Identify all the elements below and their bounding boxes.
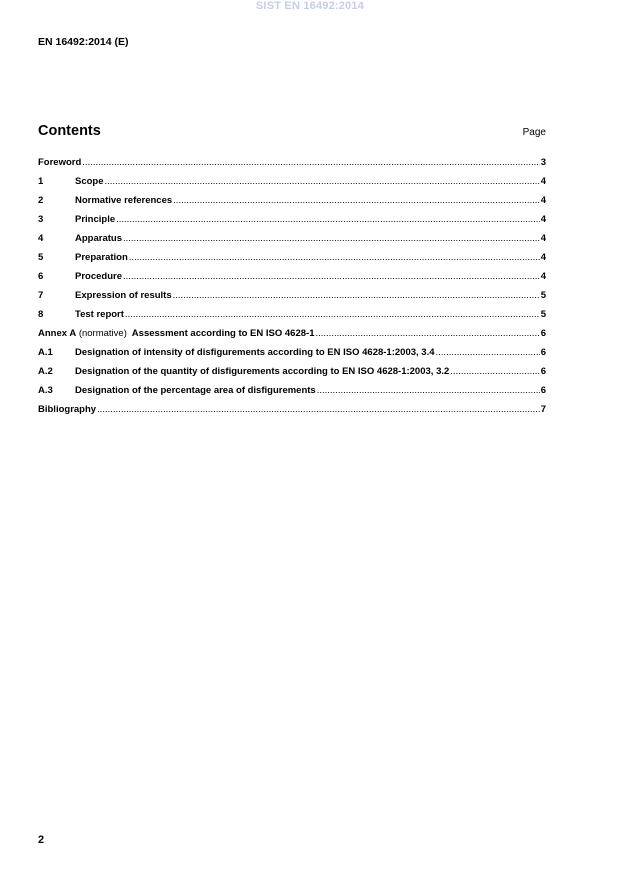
toc-entry-title-text: Preparation xyxy=(75,252,128,263)
toc-entry-title-text: Procedure xyxy=(75,271,122,282)
toc-entry-number: 3 xyxy=(38,214,44,225)
toc-entry-page: 3 xyxy=(540,157,546,168)
toc-entry[interactable] xyxy=(38,328,546,347)
toc-entry-title xyxy=(75,271,122,283)
toc-entry-page: 5 xyxy=(540,309,546,320)
toc-entry-title xyxy=(75,290,172,302)
toc-entry-page: 6 xyxy=(540,385,546,396)
toc-dot-leader xyxy=(123,233,540,245)
toc-entry[interactable] xyxy=(38,252,546,271)
toc-entry-page: 5 xyxy=(540,290,546,301)
toc-dot-leader xyxy=(450,366,539,378)
toc-entry-number: A.2 xyxy=(38,366,53,377)
toc-entry[interactable] xyxy=(38,404,546,423)
toc-entry-title xyxy=(38,157,81,169)
toc-entry-title xyxy=(38,328,314,340)
toc-dot-leader xyxy=(125,309,540,321)
toc-entry-page: 4 xyxy=(540,195,546,206)
toc-entry-number: 1 xyxy=(38,176,44,187)
toc-entry-page: 6 xyxy=(540,347,546,358)
toc-entry-title-text: Normative references xyxy=(75,195,173,206)
toc-entry-page: 6 xyxy=(540,366,546,377)
toc-entry-number: A.3 xyxy=(38,385,53,396)
toc-entry-title-text: Designation of the percentage area of disfigurements xyxy=(75,385,316,396)
toc-dot-leader xyxy=(173,195,540,207)
toc-entry-title xyxy=(75,385,316,397)
toc-entry-title-text: Principle xyxy=(75,214,116,225)
toc-entry-page: 4 xyxy=(540,252,546,263)
toc-entry[interactable] xyxy=(38,309,546,328)
toc-entry-page: 4 xyxy=(540,233,546,244)
table-of-contents xyxy=(38,157,546,423)
toc-dot-leader xyxy=(436,347,540,359)
toc-entry[interactable] xyxy=(38,214,546,233)
toc-entry-title xyxy=(75,252,128,264)
toc-entry-number: A.1 xyxy=(38,347,53,358)
toc-entry-number: 6 xyxy=(38,271,44,282)
toc-entry[interactable] xyxy=(38,290,546,309)
toc-entry-title xyxy=(75,347,435,359)
toc-dot-leader xyxy=(82,157,539,169)
toc-entry-number: 2 xyxy=(38,195,44,206)
toc-entry-annex-type: (normative) xyxy=(76,328,130,339)
toc-entry[interactable] xyxy=(38,195,546,214)
toc-entry-title xyxy=(75,195,172,207)
toc-entry-title xyxy=(75,309,124,321)
toc-entry-number: 8 xyxy=(38,309,44,320)
toc-entry-page: 4 xyxy=(540,176,546,187)
toc-entry-title-text: Annex A xyxy=(38,328,77,339)
toc-entry-page: 7 xyxy=(540,404,546,415)
toc-entry-title-text: Foreword xyxy=(38,157,82,168)
toc-entry-page: 4 xyxy=(540,214,546,225)
toc-dot-leader xyxy=(173,290,540,302)
toc-entry-number: 5 xyxy=(38,252,44,263)
toc-dot-leader xyxy=(315,328,539,340)
toc-entry-title xyxy=(75,366,449,378)
toc-entry[interactable] xyxy=(38,366,546,385)
toc-entry[interactable] xyxy=(38,176,546,195)
toc-entry[interactable] xyxy=(38,233,546,252)
toc-entry-number: 4 xyxy=(38,233,44,244)
toc-entry[interactable] xyxy=(38,271,546,290)
toc-entry-annex-title: Assessment according to EN ISO 4628-1 xyxy=(129,328,315,339)
toc-entry-page: 6 xyxy=(540,328,546,339)
toc-entry-title-text: Designation of intensity of disfigurements according to EN ISO 4628-1:2003, 3.4 xyxy=(75,347,435,358)
toc-entry-title-text: Designation of the quantity of disfigurements according to EN ISO 4628-1:2003, 3.2 xyxy=(75,366,450,377)
toc-entry[interactable] xyxy=(38,347,546,366)
toc-entry-title-text: Scope xyxy=(75,176,104,187)
toc-entry-title-text: Apparatus xyxy=(75,233,122,244)
toc-dot-leader xyxy=(317,385,540,397)
page-number: 2 xyxy=(38,834,45,846)
toc-dot-leader xyxy=(105,176,540,188)
toc-entry-title xyxy=(38,404,96,416)
toc-dot-leader xyxy=(97,404,540,416)
toc-entry-title-text: Expression of results xyxy=(75,290,172,301)
contents-heading: Contents xyxy=(38,123,101,139)
page-column-label: Page xyxy=(522,127,546,138)
toc-dot-leader xyxy=(123,271,540,283)
toc-entry-title xyxy=(75,233,122,245)
toc-entry[interactable] xyxy=(38,157,546,176)
toc-entry-title xyxy=(75,214,115,226)
toc-dot-leader xyxy=(116,214,540,226)
toc-entry[interactable] xyxy=(38,385,546,404)
toc-dot-leader xyxy=(129,252,540,264)
toc-entry-page: 4 xyxy=(540,271,546,282)
watermark: SIST EN 16492:2014 xyxy=(255,0,365,12)
toc-entry-number: 7 xyxy=(38,290,44,301)
document-reference: EN 16492:2014 (E) xyxy=(38,36,129,48)
toc-entry-title-text: Bibliography xyxy=(38,404,97,415)
toc-entry-title-text: Test report xyxy=(75,309,124,320)
toc-entry-title xyxy=(75,176,104,188)
